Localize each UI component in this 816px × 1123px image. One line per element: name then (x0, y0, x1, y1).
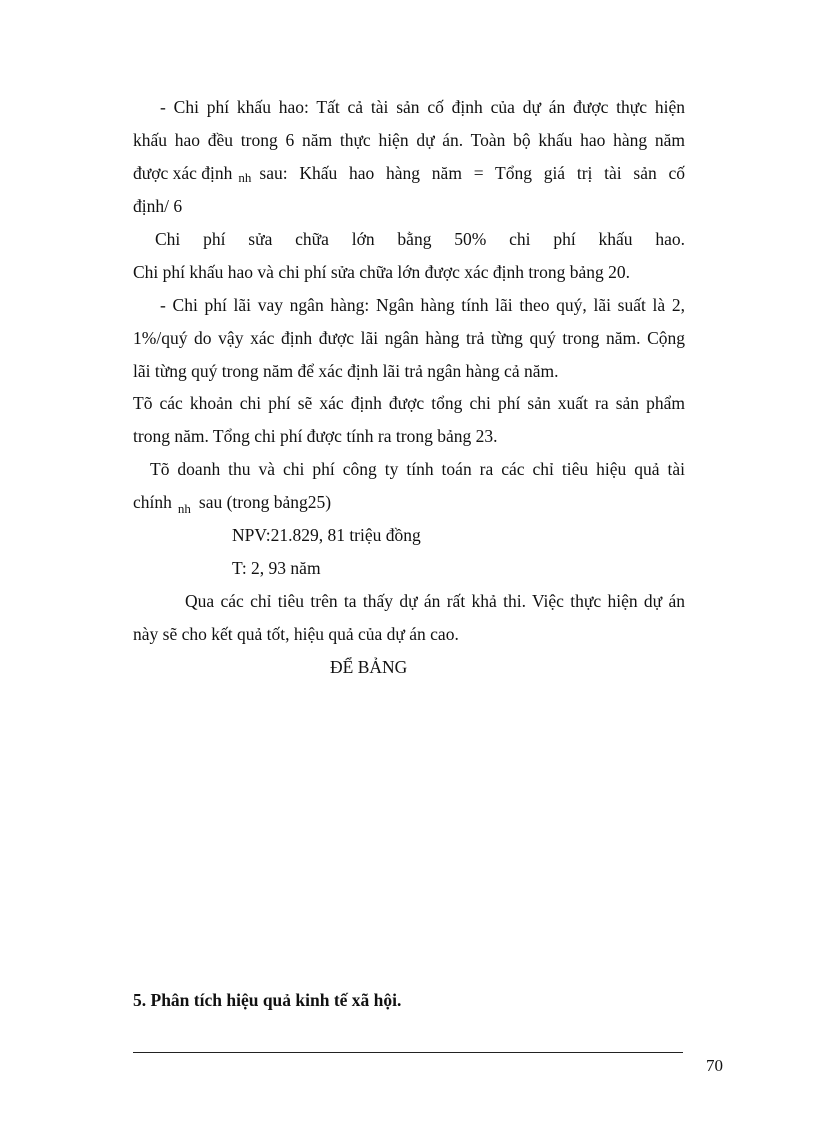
subscript-nh: nh (177, 501, 191, 516)
indicators-line-2-end: sau (trong bảng25) (198, 492, 332, 512)
table-placeholder: ĐỂ BẢNG (330, 657, 408, 677)
depreciation-line-1: - Chi phí khấu hao: Tất cả tài sản cố định của dự án được thực hiện (160, 97, 685, 117)
indicators-line-2 (133, 491, 331, 515)
depreciation-line-4: định/ 6 (133, 196, 183, 216)
conclusion-line-1: Qua các chỉ tiêu trên ta thấy dự án rất khả thi. Việc thực hiện dự án (185, 591, 685, 611)
repair-line-1: Chi phí sửa chữa lớn bằng 50% chi phí khấu hao. (155, 229, 685, 249)
subscript-nh: nh (238, 170, 252, 185)
indicators-line-2-start: chính (133, 492, 172, 512)
total-cost-line-1: Tõ các khoản chi phí sẽ xác định được tổng chi phí sản xuất ra sản phẩm (133, 393, 685, 413)
conclusion-line-2: này sẽ cho kết quả tốt, hiệu quả của dự án cao. (133, 624, 459, 644)
depreciation-line-2: khấu hao đều trong 6 năm thực hiện dự án. Toàn bộ khấu hao hàng năm (133, 130, 685, 150)
npv-value: NPV:21.829, 81 triệu đồng (232, 525, 421, 545)
depreciation-line-3-end: sau: Khấu hao hàng năm = Tổng giá trị tài sản cố (259, 163, 685, 183)
depreciation-line-3 (133, 162, 685, 184)
interest-line-3: lãi từng quý trong năm để xác định lãi trả ngân hàng cả năm. (133, 361, 559, 381)
footer-rule (133, 1052, 683, 1053)
depreciation-line-3-start: được xác định (133, 163, 233, 183)
repair-line-2: Chi phí khấu hao và chi phí sửa chữa lớn được xác định trong bảng 20. (133, 262, 630, 282)
page-number: 70 (706, 1056, 723, 1075)
payback-period: T: 2, 93 năm (232, 558, 321, 578)
section-heading: 5. Phân tích hiệu quả kinh tế xã hội. (133, 990, 402, 1010)
total-cost-line-2: trong năm. Tổng chi phí được tính ra trong bảng 23. (133, 426, 498, 446)
interest-line-1: - Chi phí lãi vay ngân hàng: Ngân hàng tính lãi theo quý, lãi suất là 2, (160, 295, 685, 315)
indicators-line-1: Tõ doanh thu và chi phí công ty tính toán ra các chỉ tiêu hiệu quả tài (150, 459, 685, 479)
interest-line-2: 1%/quý do vậy xác định được lãi ngân hàng trả từng quý trong năm. Cộng (133, 328, 685, 348)
